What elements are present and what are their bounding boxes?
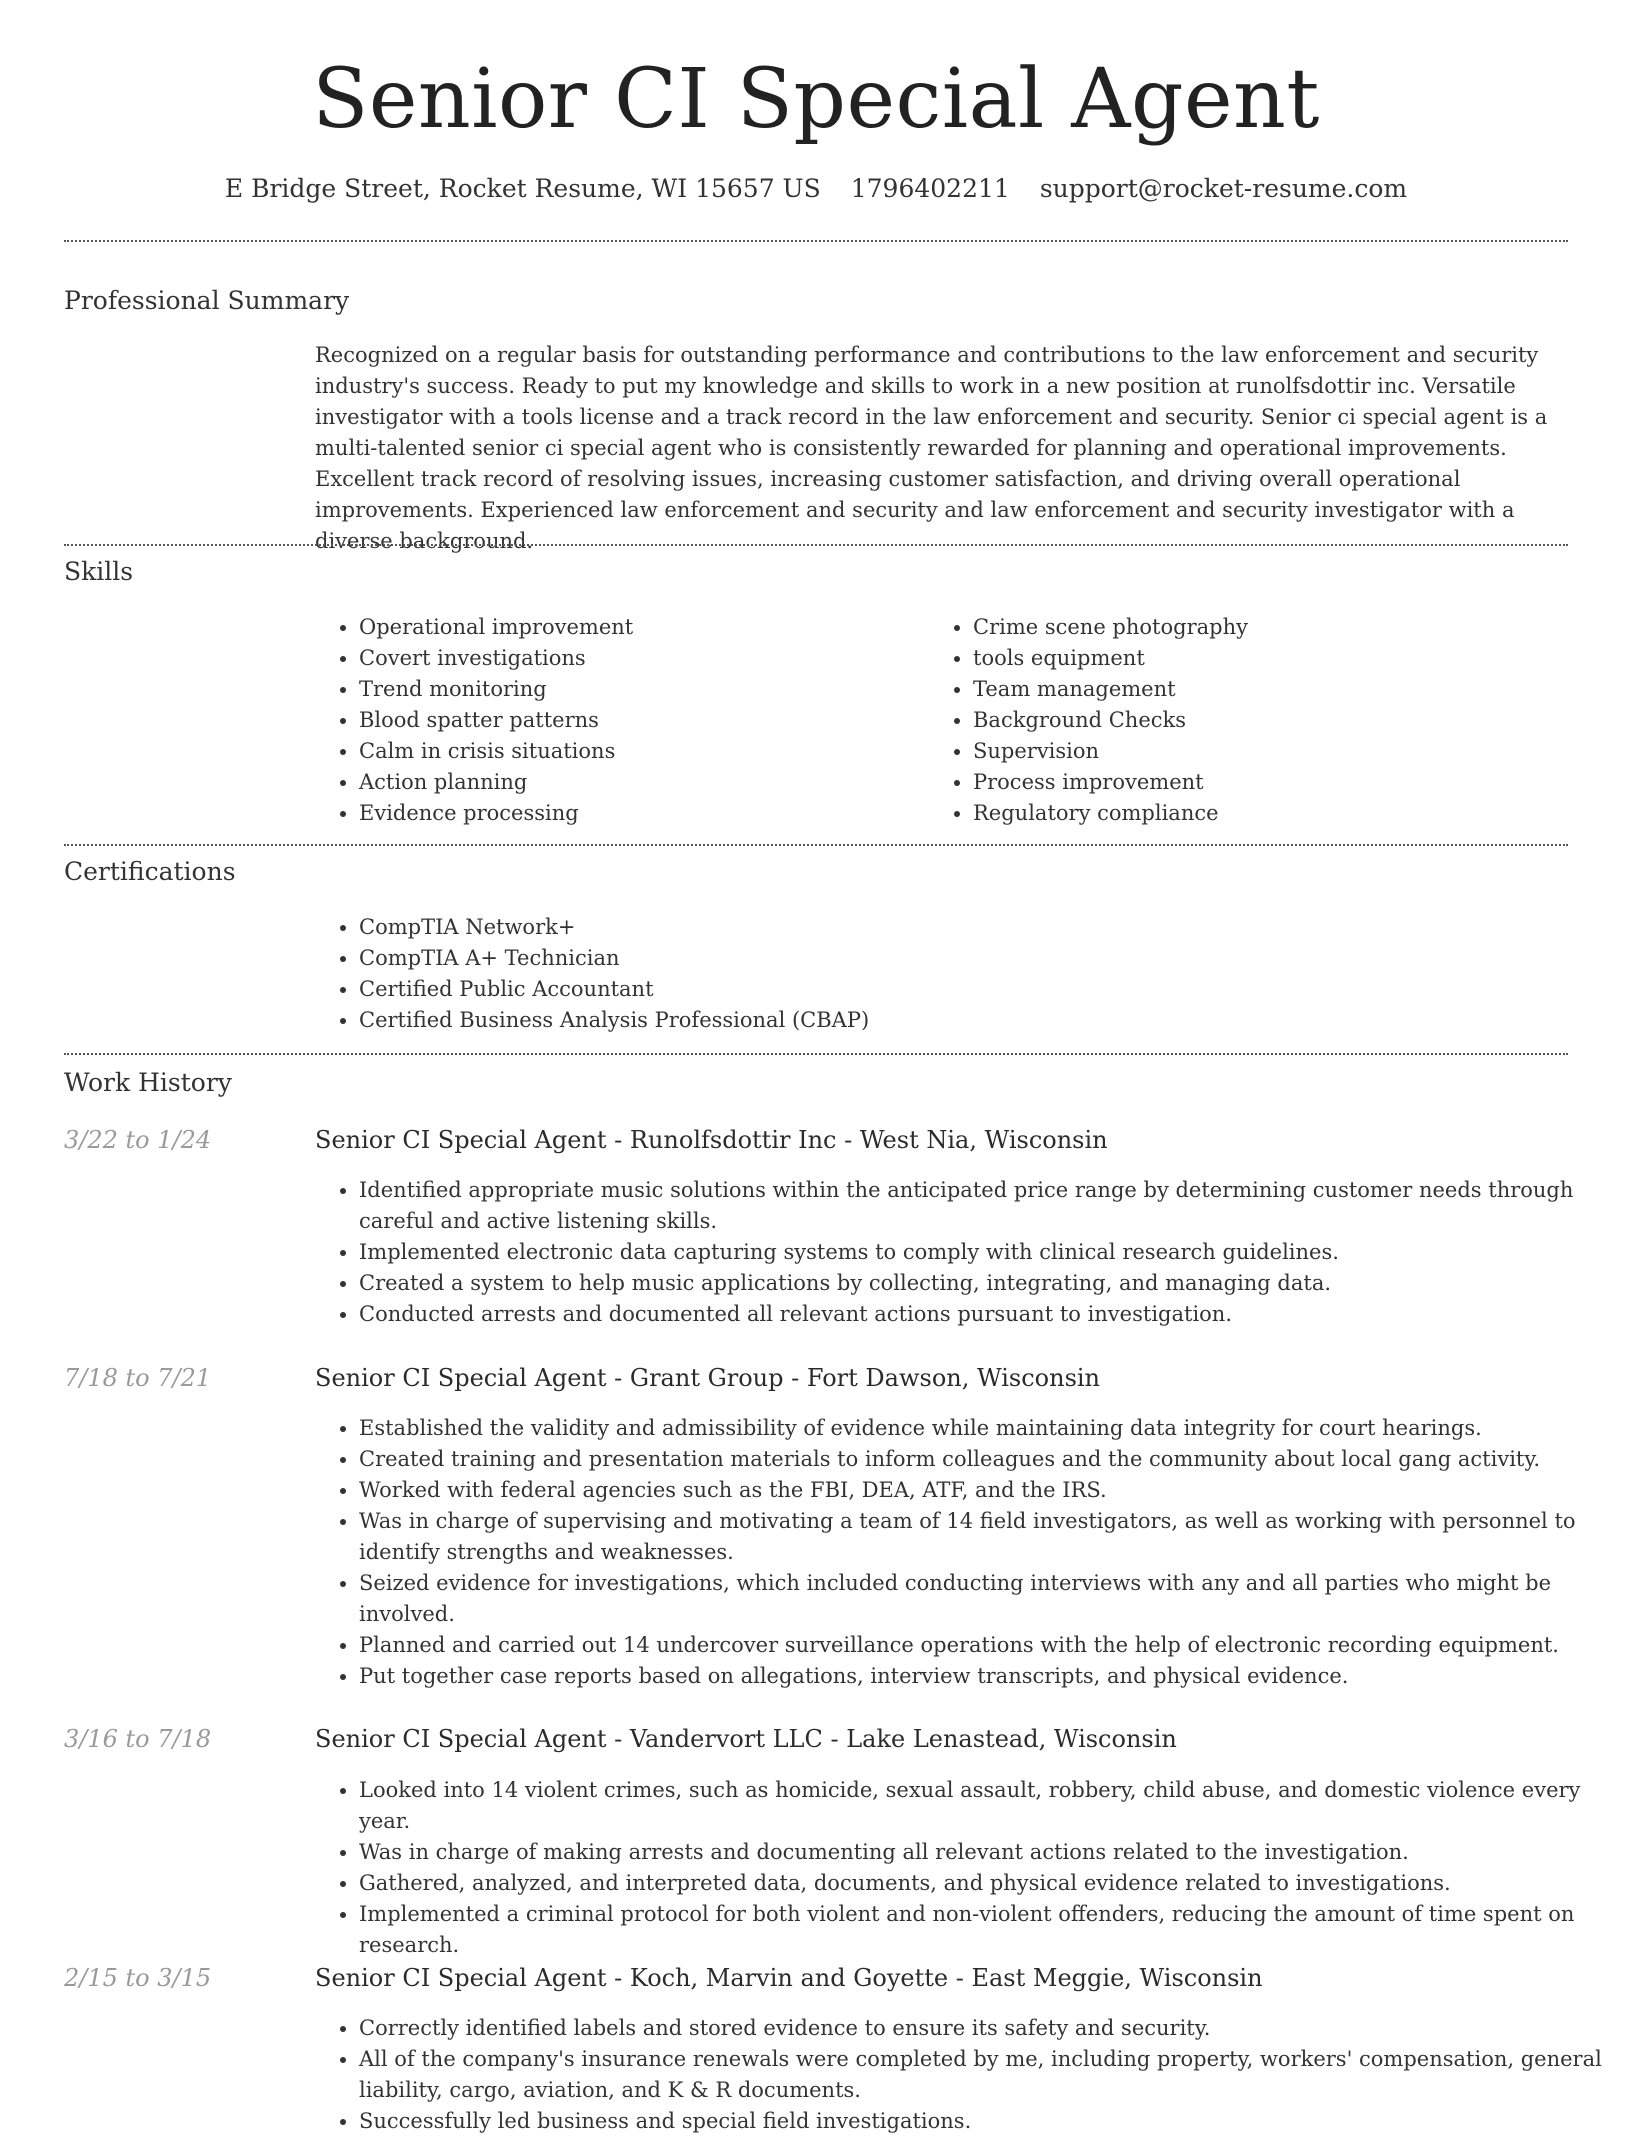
job-bullet: • Implemented a criminal protocol for both violent and non-violent offenders, reducing the amount of time spent on research. <box>359 1899 1604 1961</box>
job-bullets <box>315 2013 1604 2137</box>
job-title: Senior CI Special Agent - Vandervort LLC - Lake Lenastead, Wisconsin <box>315 1725 1177 1753</box>
job-bullet: • Implemented electronic data capturing systems to comply with clinical research guidelines. <box>359 1237 1604 1268</box>
section-title-summary: Professional Summary <box>64 286 350 315</box>
skill-item: • Process improvement <box>973 767 1573 798</box>
certification-item: • CompTIA Network+ <box>359 912 1604 943</box>
address: E Bridge Street, Rocket Resume, WI 15657 US <box>224 174 821 203</box>
candidate-name: Senior CI Special Agent <box>312 52 1320 147</box>
divider <box>64 1053 1568 1055</box>
skill-item: • Action planning <box>359 767 919 798</box>
job-bullet: • Planned and carried out 14 undercover surveillance operations with the help of electronic recording equipment. <box>359 1630 1604 1661</box>
divider <box>64 240 1568 242</box>
job-bullet: • Created training and presentation materials to inform colleagues and the community about local gang activity. <box>359 1444 1604 1475</box>
skill-item: • Covert investigations <box>359 643 919 674</box>
skill-item: • Supervision <box>973 736 1573 767</box>
job-bullet: • Worked with federal agencies such as the FBI, DEA, ATF, and the IRS. <box>359 1475 1604 1506</box>
job-title: Senior CI Special Agent - Koch, Marvin and Goyette - East Meggie, Wisconsin <box>315 1964 1263 1992</box>
skill-item: • Trend monitoring <box>359 674 919 705</box>
job-bullets <box>315 1175 1604 1330</box>
job-bullet: • Identified appropriate music solutions within the anticipated price range by determining customer needs through careful and active listening skills. <box>359 1175 1604 1237</box>
job-bullet: • All of the company's insurance renewals were completed by me, including property, workers' compensation, general liability, cargo, aviation, and K & R documents. <box>359 2044 1604 2106</box>
skills-list-left <box>315 612 919 829</box>
contact-line <box>0 169 1632 209</box>
job-bullet: • Established the validity and admissibility of evidence while maintaining data integrity for court hearings. <box>359 1413 1604 1444</box>
divider <box>64 544 1568 546</box>
skills-list-right <box>929 612 1573 829</box>
job-title: Senior CI Special Agent - Runolfsdottir Inc - West Nia, Wisconsin <box>315 1126 1108 1154</box>
job-dates: 3/16 to 7/18 <box>64 1725 212 1753</box>
skill-item: • Calm in crisis situations <box>359 736 919 767</box>
divider <box>64 844 1568 846</box>
job-bullet: • Successfully led business and special field investigations. <box>359 2106 1604 2137</box>
job-bullet: • Was in charge of supervising and motivating a team of 14 field investigators, as well as working with personnel to identify strengths and weaknesses. <box>359 1506 1604 1568</box>
section-title-work-history: Work History <box>64 1068 232 1097</box>
job-bullet: • Put together case reports based on allegations, interview transcripts, and physical evidence. <box>359 1661 1604 1692</box>
skill-item: • Crime scene photography <box>973 612 1573 643</box>
job-bullet: • Correctly identified labels and stored evidence to ensure its safety and security. <box>359 2013 1604 2044</box>
job-dates: 3/22 to 1/24 <box>64 1126 212 1154</box>
skill-item: • Team management <box>973 674 1573 705</box>
job-bullet: • Looked into 14 violent crimes, such as homicide, sexual assault, robbery, child abuse, and domestic violence every year. <box>359 1775 1604 1837</box>
job-bullet: • Seized evidence for investigations, which included conducting interviews with any and all parties who might be involved. <box>359 1568 1604 1630</box>
skill-item: • Evidence processing <box>359 798 919 829</box>
job-bullet: • Was in charge of making arrests and documenting all relevant actions related to the investigation. <box>359 1837 1604 1868</box>
section-title-skills: Skills <box>64 557 134 586</box>
certification-item: • Certified Business Analysis Professional (CBAP) <box>359 1005 1604 1036</box>
certification-item: • Certified Public Accountant <box>359 974 1604 1005</box>
section-title-certifications: Certifications <box>64 857 236 886</box>
skill-item: • tools equipment <box>973 643 1573 674</box>
skill-item: • Background Checks <box>973 705 1573 736</box>
certification-item: • CompTIA A+ Technician <box>359 943 1604 974</box>
job-dates: 2/15 to 3/15 <box>64 1964 212 1992</box>
skill-item: • Regulatory compliance <box>973 798 1573 829</box>
certifications-list <box>315 912 1604 1036</box>
job-bullet: • Gathered, analyzed, and interpreted data, documents, and physical evidence related to investigations. <box>359 1868 1604 1899</box>
email: support@rocket-resume.com <box>1039 174 1408 203</box>
job-bullet: • Created a system to help music applications by collecting, integrating, and managing data. <box>359 1268 1604 1299</box>
job-dates: 7/18 to 7/21 <box>64 1364 212 1392</box>
job-bullets <box>315 1413 1604 1692</box>
skill-item: • Blood spatter patterns <box>359 705 919 736</box>
job-title: Senior CI Special Agent - Grant Group - Fort Dawson, Wisconsin <box>315 1364 1101 1392</box>
job-bullets <box>315 1775 1604 1961</box>
job-bullet: • Conducted arrests and documented all relevant actions pursuant to investigation. <box>359 1299 1604 1330</box>
summary-text: Recognized on a regular basis for outstanding performance and contributions to the law enforcement and security industry's success. Ready to put my knowledge and skills to work in a new position at runolfsdottir inc. Versatile investigator with a tools license and a track record in the law enforcement and security. Senior ci special agent is a multi-talented senior ci special agent who is consistently rewarded for planning and operational improvements. Excellent track record of resolving issues, increasing customer satisfaction, and driving overall operational improvements. Experienced law enforcement and security and law enforcement and security investigator with a diverse background. <box>315 343 1548 553</box>
phone: 1796402211 <box>850 174 1010 203</box>
skill-item: • Operational improvement <box>359 612 919 643</box>
